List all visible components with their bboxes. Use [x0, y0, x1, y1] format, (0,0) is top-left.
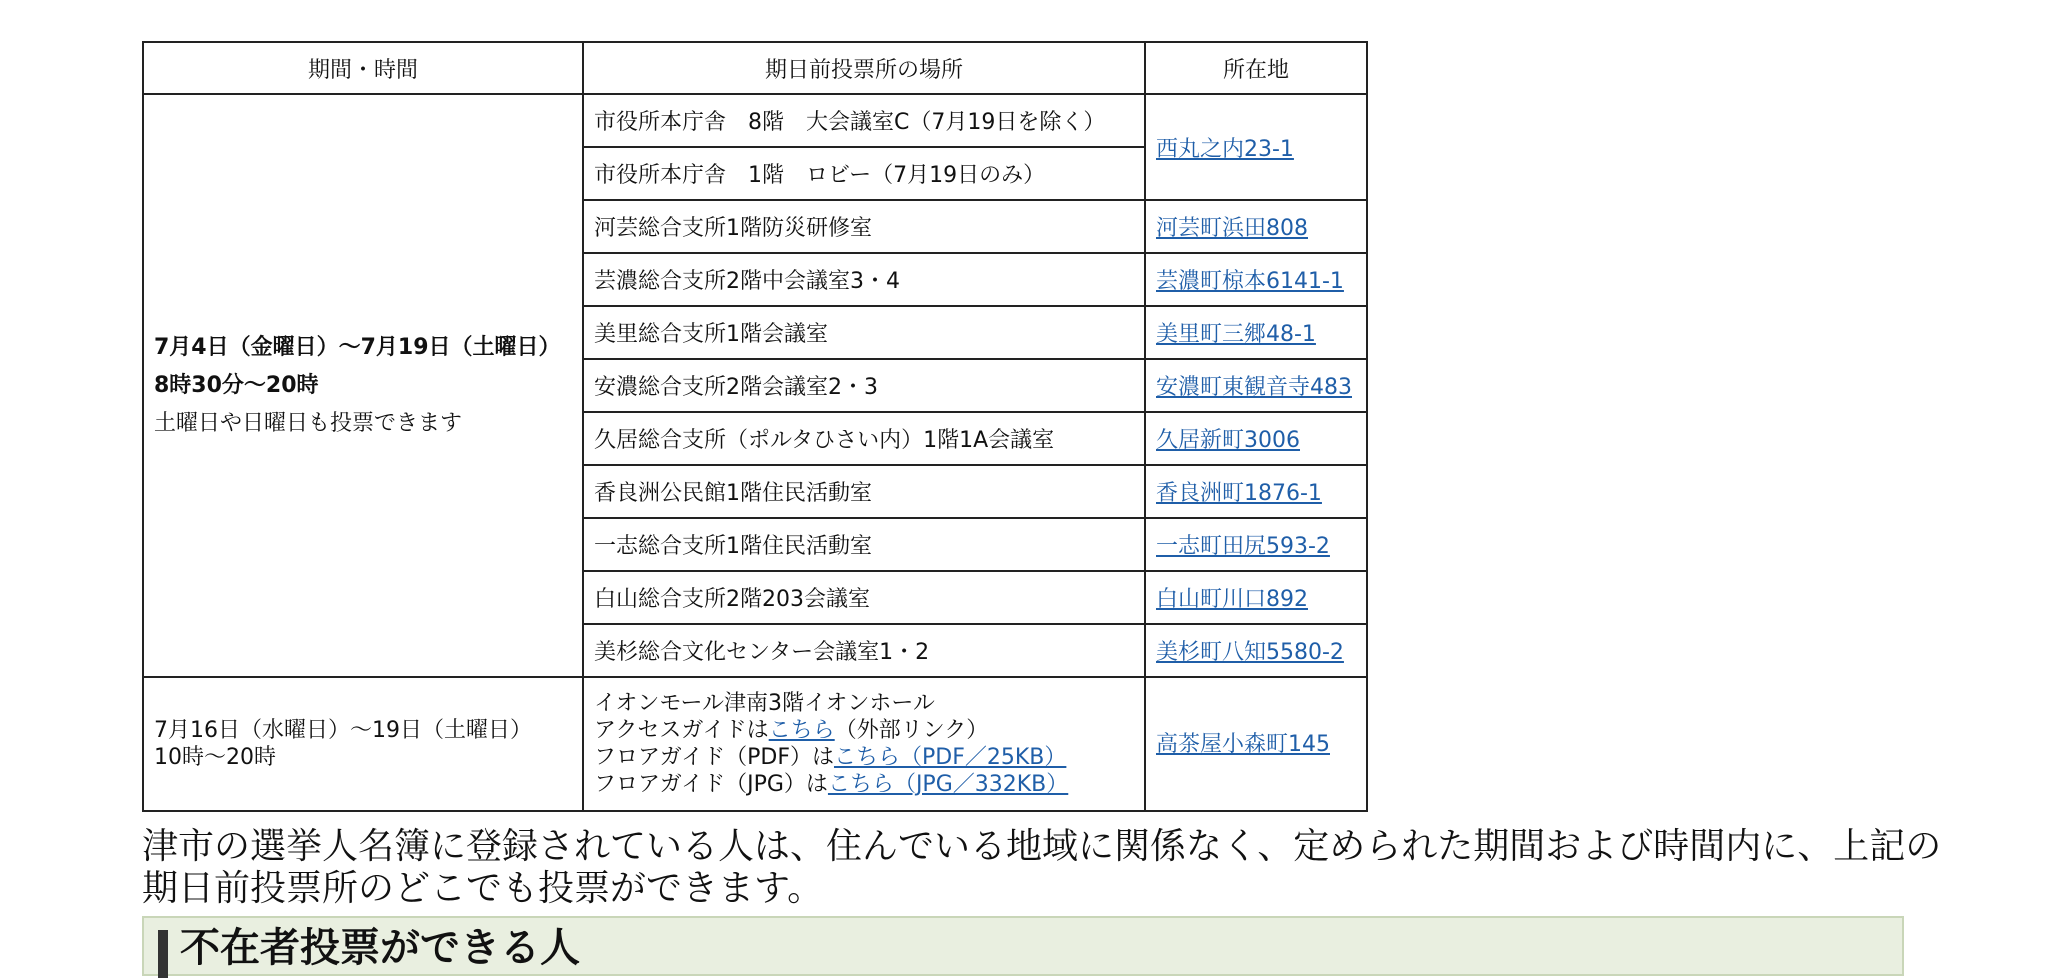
table-row	[143, 94, 1367, 147]
address-cell	[1145, 412, 1367, 465]
address-cell	[1145, 359, 1367, 412]
place-cell: 香良洲公民館1階住民活動室	[583, 465, 1145, 518]
place-cell: 河芸総合支所1階防災研修室	[583, 200, 1145, 253]
main-period-hours: 8時30分～20時	[154, 372, 319, 398]
place-cell: 白山総合支所2階203会議室	[583, 571, 1145, 624]
floor-guide-jpg-label: フロアガイド（JPG）は	[594, 772, 828, 797]
aeon-floor-guide-pdf	[594, 744, 1134, 771]
table-row-aeon	[143, 677, 1367, 811]
address-link[interactable]: 美杉町八知5580-2	[1156, 640, 1344, 665]
aeon-period-dates: 7月16日（水曜日）～19日（土曜日）	[154, 718, 532, 743]
table-header-row	[143, 42, 1367, 94]
address-link[interactable]: 白山町川口892	[1156, 587, 1308, 612]
place-cell: 芸濃総合支所2階中会議室3・4	[583, 253, 1145, 306]
address-cell	[1145, 571, 1367, 624]
header-place: 期日前投票所の場所	[583, 42, 1145, 94]
section-heading-text: 不在者投票ができる人	[180, 925, 580, 971]
early-voting-table	[142, 41, 1368, 812]
aeon-address-cell	[1145, 677, 1367, 811]
access-guide-link[interactable]: こちら	[768, 718, 835, 743]
aeon-access-guide	[594, 717, 1134, 744]
place-cell: 美杉総合文化センター会議室1・2	[583, 624, 1145, 677]
section-heading	[142, 916, 1904, 976]
place-cell: 久居総合支所（ポルタひさい内）1階1A会議室	[583, 412, 1145, 465]
address-cell	[1145, 306, 1367, 359]
aeon-period-cell	[143, 677, 583, 811]
address-cell	[1145, 253, 1367, 306]
external-link-label: （外部リンク）	[834, 718, 989, 743]
address-link[interactable]: 一志町田尻593-2	[1156, 534, 1330, 559]
address-link[interactable]: 河芸町浜田808	[1156, 216, 1308, 241]
header-address: 所在地	[1145, 42, 1367, 94]
access-guide-label: アクセスガイドは	[594, 718, 769, 743]
place-cell: 市役所本庁舎 8階 大会議室C（7月19日を除く）	[583, 94, 1145, 147]
address-link[interactable]: 久居新町3006	[1156, 428, 1300, 453]
address-cell	[1145, 518, 1367, 571]
address-cell	[1145, 94, 1367, 200]
aeon-place-cell	[583, 677, 1145, 811]
place-cell: 一志総合支所1階住民活動室	[583, 518, 1145, 571]
floor-guide-pdf-label: フロアガイド（PDF）は	[594, 745, 834, 770]
header-period: 期間・時間	[143, 42, 583, 94]
address-cell	[1145, 465, 1367, 518]
aeon-floor-guide-jpg	[594, 771, 1134, 798]
address-link[interactable]: 芸濃町椋本6141-1	[1156, 269, 1344, 294]
place-cell: 安濃総合支所2階会議室2・3	[583, 359, 1145, 412]
heading-bar	[158, 930, 168, 978]
aeon-period-hours: 10時～20時	[154, 745, 276, 770]
address-cell	[1145, 200, 1367, 253]
voting-note: 津市の選挙人名簿に登録されている人は、住んでいる地域に関係なく、定められた期間および時間内に、上記の期日前投票所のどこでも投票ができます。	[142, 826, 1942, 909]
address-link[interactable]: 西丸之内23-1	[1156, 136, 1294, 162]
main-period-dates: 7月4日（金曜日）～7月19日（土曜日）	[154, 334, 561, 360]
floor-guide-pdf-link[interactable]: こちら（PDF／25KB）	[833, 745, 1067, 770]
address-cell	[1145, 624, 1367, 677]
address-link[interactable]: 美里町三郷48-1	[1156, 322, 1316, 347]
main-period-cell	[143, 94, 583, 677]
place-cell: 美里総合支所1階会議室	[583, 306, 1145, 359]
address-link[interactable]: 香良洲町1876-1	[1156, 481, 1322, 506]
aeon-place-name: イオンモール津南3階イオンホール	[594, 691, 935, 716]
address-link[interactable]: 高茶屋小森町145	[1156, 731, 1330, 757]
main-period-note: 土曜日や日曜日も投票できます	[154, 410, 463, 436]
address-link[interactable]: 安濃町東観音寺483	[1156, 375, 1352, 400]
floor-guide-jpg-link[interactable]: こちら（JPG／332KB）	[827, 772, 1069, 797]
place-cell: 市役所本庁舎 1階 ロビー（7月19日のみ）	[583, 147, 1145, 200]
